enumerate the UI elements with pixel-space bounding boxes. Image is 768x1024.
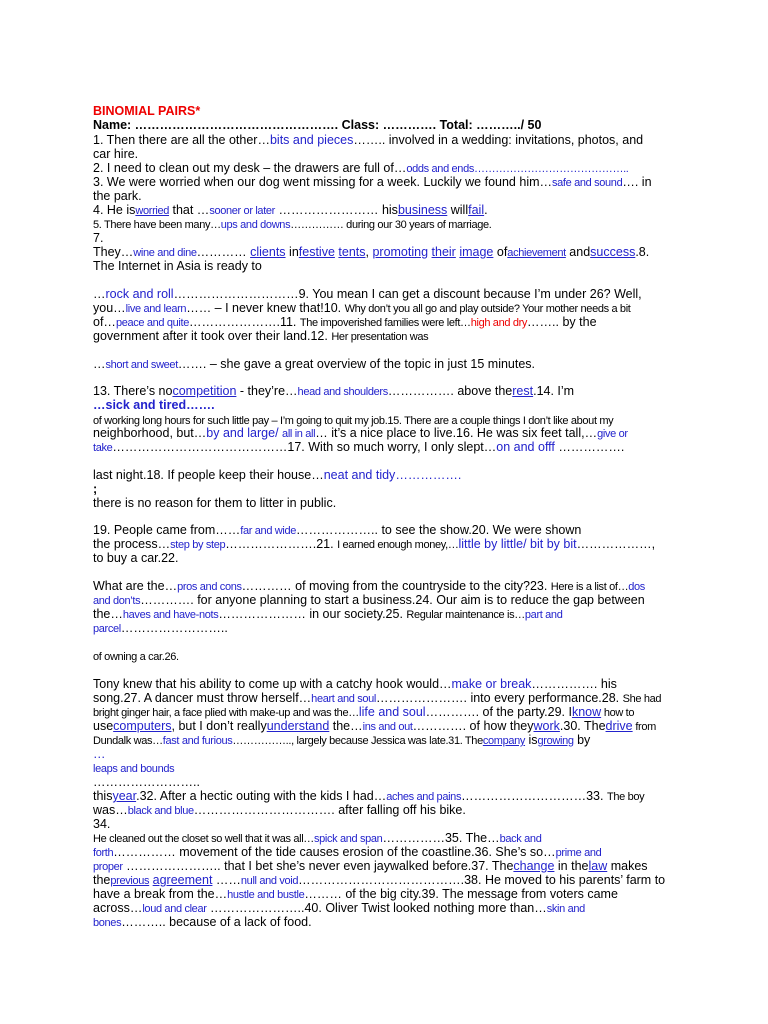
line-text: The impoverished families were left… xyxy=(299,317,471,329)
answer-text: Name: …………………………………………. Class: …………. Total: ………../ 50 xyxy=(93,118,542,132)
answer-text: haves and have-nots xyxy=(122,609,219,621)
line-text: there is no reason for them to litter in public. xyxy=(93,496,337,510)
text-line xyxy=(93,468,461,483)
text-line xyxy=(93,440,624,456)
answer-text: aches and pains xyxy=(386,791,462,803)
answer-text: all in all xyxy=(282,428,316,440)
line-text: high and dry xyxy=(470,317,528,329)
line-text: , xyxy=(365,245,373,259)
line-text: …………….., largely because Jessica was late.31. The xyxy=(232,735,483,747)
answer-text: step by step xyxy=(170,539,226,551)
line-text: …………………….. xyxy=(93,775,200,789)
answer-text: promoting xyxy=(372,245,429,259)
line-text: … xyxy=(93,287,106,301)
text-line xyxy=(93,231,103,246)
answer-text: ; xyxy=(93,482,98,496)
line-text: …. in xyxy=(622,175,652,189)
line-text: …………. of how they xyxy=(412,719,534,733)
worksheet-title xyxy=(93,104,200,119)
line-text: ………………….11. xyxy=(188,315,300,329)
answer-text: back and xyxy=(499,833,542,845)
line-text: in the xyxy=(554,859,589,873)
line-text: have a break from the… xyxy=(93,887,228,901)
text-line xyxy=(93,398,215,413)
line-text: by xyxy=(573,733,591,747)
line-text: Her presentation was xyxy=(331,331,429,343)
line-text: 1. Then there are all the other… xyxy=(93,133,270,147)
line-text: bright ginger hair, a face plied with make-up and was the… xyxy=(93,707,359,719)
text-line xyxy=(93,747,106,762)
answer-text: success xyxy=(590,245,636,259)
line-text: 13. There’s no xyxy=(93,384,173,398)
answer-text: rock and roll xyxy=(105,287,174,301)
line-text: in xyxy=(285,245,299,259)
text-line xyxy=(93,817,110,832)
line-text: ………………, xyxy=(576,537,656,551)
line-text: I earned enough money,… xyxy=(337,539,459,551)
line-text: …………… during our 30 years of marriage. xyxy=(290,219,492,231)
answer-text: by and large/ xyxy=(206,426,279,440)
line-text: you… xyxy=(93,301,126,315)
answer-text: neat and tidy xyxy=(323,468,396,482)
line-text: ………… xyxy=(196,245,251,259)
answer-text: dos xyxy=(628,581,645,593)
answer-text: rest xyxy=(512,384,534,398)
answer-text: ……………. xyxy=(395,468,462,482)
line-text: The boy xyxy=(606,791,645,803)
answer-text: life and soul xyxy=(358,705,426,719)
line-text: They… xyxy=(93,245,134,259)
answer-text: competition xyxy=(172,384,237,398)
line-text: …… xyxy=(212,873,241,887)
answer-text: previous xyxy=(110,875,150,887)
text-line xyxy=(93,733,590,749)
line-text: …… – I never knew that!10. xyxy=(186,301,345,315)
answer-text: their xyxy=(431,245,456,259)
line-text: ……………….. to see the show.20. We were shown xyxy=(296,523,582,537)
line-text: He cleaned out the closet so well that it was all… xyxy=(93,833,314,845)
answer-text: law xyxy=(588,859,608,873)
line-text: …….. involved in a wedding: invitations, photos, and xyxy=(353,133,644,147)
line-text: use xyxy=(93,719,114,733)
answer-text: wine and dine xyxy=(133,247,197,259)
line-text: . xyxy=(484,203,488,217)
answer-text: understand xyxy=(266,719,330,733)
answer-text: heart and soul xyxy=(311,693,376,705)
answer-text: and don’ts xyxy=(93,595,141,607)
answer-text: on and offf xyxy=(496,440,555,454)
text-line xyxy=(93,147,138,162)
line-text: … xyxy=(93,357,106,371)
text-line xyxy=(93,329,428,345)
line-text: ………………………………….38. He moved to his parents’ farm to xyxy=(298,873,666,887)
answer-text: give or xyxy=(597,428,628,440)
line-text: of working long hours for such little pay – I’m going to quit my job.15. There are a couple things I don’t like about my xyxy=(93,415,614,427)
line-text: ………… of moving from the countryside to the city?23. xyxy=(241,579,551,593)
line-text: …………. of the party.29. I xyxy=(425,705,572,719)
answer-text: year xyxy=(112,789,137,803)
answer-text: drive xyxy=(605,719,633,733)
answer-text: … xyxy=(93,747,106,761)
answer-text: agreement xyxy=(152,873,213,887)
line-text: ………………….. that I bet she’s never even jaywalked before.37. The xyxy=(122,859,514,873)
line-text: how to xyxy=(601,707,635,719)
line-text: that … xyxy=(169,203,210,217)
line-text: Dundalk was… xyxy=(93,735,163,747)
text-line xyxy=(93,482,97,497)
answer-text: clients xyxy=(250,245,286,259)
text-line xyxy=(93,357,535,373)
line-text: was… xyxy=(93,803,128,817)
answer-text: black and blue xyxy=(127,805,194,817)
answer-text: take xyxy=(93,442,113,454)
line-text: ……………. above the xyxy=(387,384,513,398)
line-text: the… xyxy=(93,607,123,621)
answer-text: ins and out xyxy=(362,721,413,733)
text-line xyxy=(93,496,336,511)
text-line xyxy=(93,649,179,665)
line-text: of… xyxy=(93,315,116,329)
line-text: is xyxy=(525,733,538,747)
line-text: She had xyxy=(622,693,662,705)
line-text: The Internet in Asia is ready to xyxy=(93,259,262,273)
line-text: 7. xyxy=(93,231,104,245)
line-text: the xyxy=(93,873,111,887)
answer-text: bones xyxy=(93,917,122,929)
line-text: the park. xyxy=(93,189,142,203)
line-text: ……………………………. after falling off his bike. xyxy=(193,803,466,817)
line-text: …………. for anyone planning to start a business.24. Our aim is to reduce the gap between xyxy=(140,593,645,607)
line-text: from xyxy=(632,721,656,733)
line-text: government after it took over their land.12. xyxy=(93,329,332,343)
answer-text: prime and xyxy=(555,847,602,859)
answer-text: worried xyxy=(135,205,170,217)
answer-text: odds and ends…………………………………….. xyxy=(406,163,629,175)
line-text: makes xyxy=(607,859,648,873)
line-text: .30. The xyxy=(559,719,606,733)
line-text: Why don’t you all go and play outside? Your mother needs a bit xyxy=(344,303,631,315)
line-text: ……………………………………17. With so much worry, I only slept… xyxy=(112,440,497,454)
answer-text: spick and span xyxy=(313,833,383,845)
text-line xyxy=(93,621,228,637)
line-text: last night.18. If people keep their house… xyxy=(93,468,324,482)
line-text: the… xyxy=(329,719,363,733)
answer-text: null and void xyxy=(240,875,299,887)
line-text: …………………..40. Oliver Twist looked nothing more than… xyxy=(206,901,547,915)
line-text: What are the… xyxy=(93,579,178,593)
answer-text: loud and clear xyxy=(142,903,207,915)
answer-text: head and shoulders xyxy=(297,386,388,398)
line-text: Here is a list of… xyxy=(550,581,629,593)
answer-text: know xyxy=(571,705,602,719)
text-line xyxy=(93,915,312,931)
line-text: .32. After a hectic outing with the kids I had… xyxy=(136,789,387,803)
line-text: ……… of the big city.39. The message from voters came xyxy=(304,887,618,901)
line-text: ……………35. The… xyxy=(382,831,500,845)
answer-text: far and wide xyxy=(240,525,297,537)
line-text: …………………………9. You mean I can get a discount because I’m under 26? Well, xyxy=(173,287,642,301)
answer-text: sooner or later xyxy=(209,205,275,217)
answer-text: short and sweet xyxy=(105,359,178,371)
text-line xyxy=(93,118,541,133)
line-text: ……. – she gave a great overview of the topic in just 15 minutes. xyxy=(177,357,536,371)
line-text: song.27. A dancer must throw herself… xyxy=(93,691,312,705)
line-text: … it’s a nice place to live.16. He was six feet tall,… xyxy=(315,426,598,440)
answer-text: safe and sound xyxy=(552,177,623,189)
text-line xyxy=(93,133,643,148)
answer-text: computers xyxy=(113,719,172,733)
answer-text: image xyxy=(459,245,494,259)
answer-text: change xyxy=(513,859,555,873)
line-text: …………………… his xyxy=(275,203,398,217)
answer-text: skin and xyxy=(546,903,585,915)
line-text: ………………… in our society.25. xyxy=(218,607,407,621)
line-text: neighborhood, but… xyxy=(93,426,207,440)
line-text: ……….. because of a lack of food. xyxy=(121,915,312,929)
answer-text: ups and downs xyxy=(220,219,291,231)
line-text: …………………….. xyxy=(120,621,228,635)
answer-text: live and learn xyxy=(125,303,187,315)
line-text: 19. People came from…… xyxy=(93,523,241,537)
answer-text: little by little/ bit by bit xyxy=(458,537,577,551)
answer-text: part and xyxy=(524,609,563,621)
line-text: 3. We were worried when our dog went missing for a week. Luckily we found him… xyxy=(93,175,553,189)
answer-text: make or break xyxy=(451,677,532,691)
line-text: .14. I’m xyxy=(533,384,575,398)
line-text: , but I don’t really xyxy=(171,719,267,733)
line-text: - they’re… xyxy=(236,384,298,398)
line-text: …………… movement of the tide causes erosion of the coastline.36. She’s so… xyxy=(113,845,556,859)
line-text: to buy a car.22. xyxy=(93,551,179,565)
text-line xyxy=(93,803,466,819)
answer-text: work xyxy=(533,719,560,733)
text-line xyxy=(93,287,642,302)
text-line xyxy=(93,217,492,233)
line-text: …………………………33. xyxy=(461,789,607,803)
answer-text: hustle and bustle xyxy=(227,889,305,901)
line-text: 5. There have been many… xyxy=(93,219,221,231)
line-text: the process… xyxy=(93,537,171,551)
answer-text: bits and pieces xyxy=(269,133,354,147)
answer-text: forth xyxy=(93,847,114,859)
line-text: BINOMIAL PAIRS* xyxy=(93,104,201,118)
answer-text: festive xyxy=(298,245,335,259)
line-text: car hire. xyxy=(93,147,139,161)
answer-text: leaps and bounds xyxy=(93,763,175,775)
answer-text: pros and cons xyxy=(177,581,242,593)
text-line xyxy=(93,175,652,191)
text-line xyxy=(93,551,178,566)
answer-text: achievement xyxy=(507,247,566,259)
line-text: will xyxy=(447,203,469,217)
answer-text: fail xyxy=(468,203,485,217)
line-text: …………………. into every performance.28. xyxy=(376,691,623,705)
line-text: and xyxy=(565,245,591,259)
line-text: of owning a car.26. xyxy=(93,651,179,663)
answer-text: tents xyxy=(338,245,366,259)
line-text: 34. xyxy=(93,817,111,831)
answer-text: proper xyxy=(93,861,123,873)
answer-text: growing xyxy=(537,735,574,747)
line-text: this xyxy=(93,789,113,803)
line-text: …….. by the xyxy=(527,315,597,329)
line-text: 2. I need to clean out my desk – the drawers are full of… xyxy=(93,161,407,175)
answer-text: business xyxy=(397,203,448,217)
line-text: across… xyxy=(93,901,143,915)
text-line xyxy=(93,775,200,790)
line-text: Regular maintenance is… xyxy=(406,609,525,621)
text-line xyxy=(93,259,262,274)
text-line xyxy=(93,189,142,204)
line-text: .8. xyxy=(635,245,650,259)
line-text: 4. He is xyxy=(93,203,136,217)
answer-text: fast and furious xyxy=(162,735,233,747)
answer-text: company xyxy=(482,735,526,747)
answer-text: parcel xyxy=(93,623,121,635)
answer-text: peace and quite xyxy=(115,317,189,329)
line-text: Tony knew that his ability to come up with a catchy hook would… xyxy=(93,677,452,691)
line-text: ……………. his xyxy=(531,677,617,691)
line-text: of xyxy=(493,245,508,259)
answer-text: …sick and tired……. xyxy=(93,398,215,412)
line-text: ………………….21. xyxy=(225,537,338,551)
line-text: ……………. xyxy=(554,440,625,454)
text-line xyxy=(93,677,617,692)
